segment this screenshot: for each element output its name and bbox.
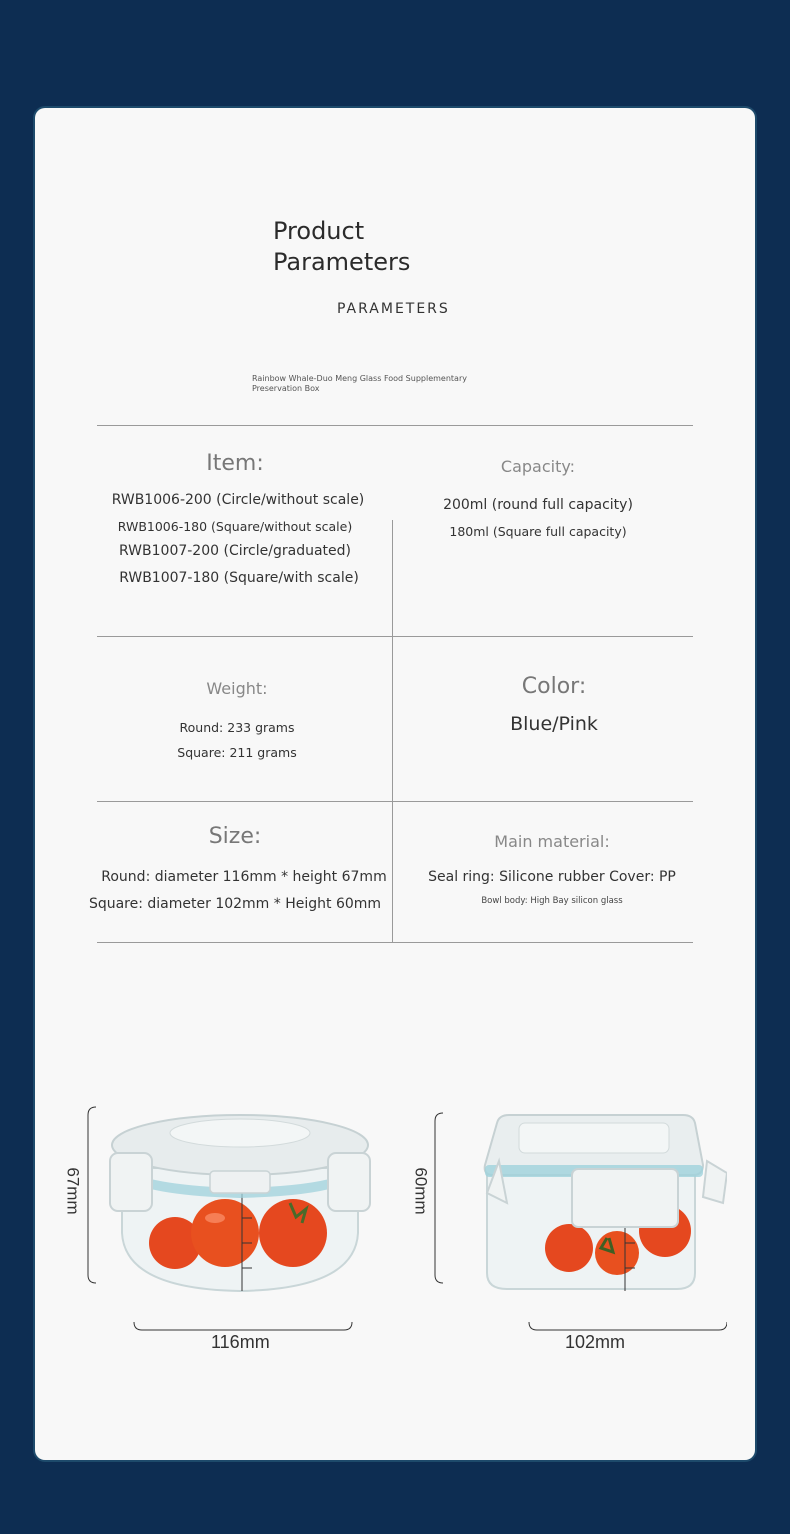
item-value-2: RWB1006-180 (Square/without scale) bbox=[117, 519, 353, 534]
size-value-1: Round: diameter 116mm * height 67mm bbox=[101, 869, 387, 885]
weight-cell bbox=[77, 679, 397, 760]
round-width-label: 116mm bbox=[211, 1332, 270, 1352]
color-cell bbox=[394, 674, 714, 735]
square-height-label: 60mm bbox=[411, 1167, 431, 1215]
material-cell bbox=[392, 832, 712, 906]
round-container-image bbox=[80, 1093, 380, 1343]
page-subtitle: PARAMETERS bbox=[337, 301, 450, 317]
material-label: Main material: bbox=[494, 832, 610, 851]
capacity-cell bbox=[378, 457, 698, 539]
square-height-bracket bbox=[435, 1113, 443, 1283]
item-value-3: RWB1007-200 (Circle/graduated) bbox=[119, 543, 351, 559]
product-name-line-1: Rainbow Whale-Duo Meng Glass Food Supplementary bbox=[252, 374, 467, 383]
square-width-label: 102mm bbox=[565, 1332, 626, 1352]
lid-clip bbox=[110, 1153, 152, 1211]
table-top-rule bbox=[97, 425, 693, 426]
lid-clip bbox=[328, 1153, 370, 1211]
tomato bbox=[191, 1199, 259, 1267]
round-height-bracket bbox=[88, 1107, 96, 1283]
weight-label: Weight: bbox=[206, 679, 268, 698]
lid-clip bbox=[210, 1171, 270, 1193]
lid-clip bbox=[703, 1161, 727, 1203]
size-cell bbox=[75, 824, 395, 912]
round-height-label: 67mm bbox=[63, 1167, 83, 1215]
item-cell bbox=[75, 451, 395, 586]
capacity-label: Capacity: bbox=[500, 457, 576, 476]
round-width-bracket bbox=[134, 1322, 352, 1330]
square-container-image bbox=[427, 1093, 727, 1343]
page-title bbox=[273, 216, 410, 278]
table-bottom-rule bbox=[97, 942, 693, 943]
parameters-card bbox=[35, 108, 755, 1460]
item-value-1: RWB1006-200 (Circle/without scale) bbox=[111, 492, 365, 508]
size-value-2: Square: diameter 102mm * Height 60mm bbox=[88, 896, 382, 912]
table-rule-1 bbox=[97, 636, 693, 637]
weight-value-2: Square: 211 grams bbox=[177, 745, 297, 760]
tomato bbox=[545, 1224, 593, 1272]
color-value: Blue/Pink bbox=[510, 713, 598, 735]
weight-value-1: Round: 233 grams bbox=[179, 720, 295, 735]
title-line-2: Parameters bbox=[273, 248, 411, 276]
lid-clip bbox=[572, 1169, 678, 1227]
item-value-4: RWB1007-180 (Square/with scale) bbox=[119, 570, 359, 586]
product-name-line-2: Preservation Box bbox=[252, 384, 320, 393]
material-value-2: Bowl body: High Bay silicon glass bbox=[481, 896, 623, 906]
size-label: Size: bbox=[208, 824, 262, 849]
capacity-value-2: 180ml (Square full capacity) bbox=[449, 524, 627, 539]
product-name bbox=[252, 374, 512, 394]
table-rule-2 bbox=[97, 801, 693, 802]
title-line-1: Product bbox=[273, 217, 365, 245]
material-value-1: Seal ring: Silicone rubber Cover: PP bbox=[428, 869, 676, 885]
capacity-value-1: 200ml (round full capacity) bbox=[443, 497, 633, 513]
square-width-bracket bbox=[529, 1322, 727, 1330]
color-label: Color: bbox=[521, 674, 587, 699]
item-label: Item: bbox=[206, 451, 264, 476]
